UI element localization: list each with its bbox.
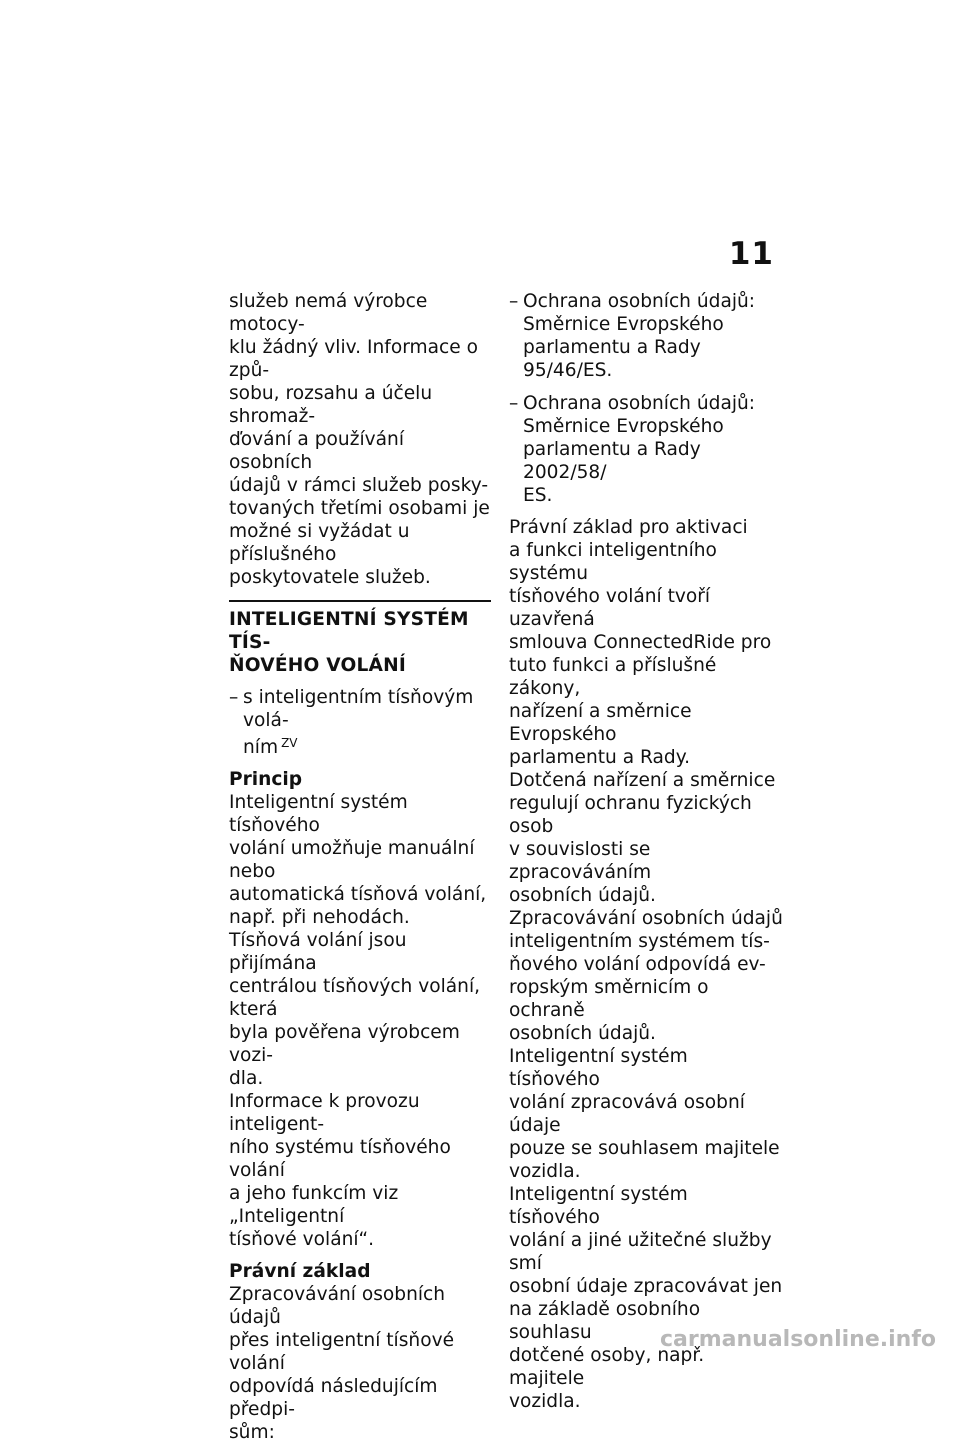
left-column: [229, 290, 491, 1444]
text-line: s inteligentním tísňovým volá-: [243, 687, 474, 731]
text-line: sům:: [229, 1422, 275, 1443]
section-divider: [229, 600, 491, 602]
text-line: klu žádný vliv. Informace o způ-: [229, 337, 478, 381]
section-title-line: INTELIGENTNÍ SYSTÉM TÍS-: [229, 609, 469, 653]
page-number: 11: [728, 236, 774, 272]
text-line: Právní základ pro aktivaci: [509, 517, 748, 538]
text-line: byla pověřena výrobcem vozi-: [229, 1022, 460, 1066]
text-line: parlamentu a Rady.: [509, 747, 690, 768]
text-line: centrálou tísňových volání, která: [229, 976, 481, 1020]
text-line: Zpracovávání osobních údajů: [229, 1284, 446, 1328]
text-line: osobních údajů.: [509, 885, 656, 906]
text-line: volání umožňuje manuální nebo: [229, 838, 475, 882]
text-line: osobní údaje zpracovávat jen: [509, 1276, 783, 1297]
dash-bullet: –: [509, 291, 519, 312]
right-column: [509, 290, 784, 1413]
text-line: sobu, rozsahu a účelu shromaž-: [229, 383, 433, 427]
text-line: přes inteligentní tísňové volání: [229, 1330, 455, 1374]
section-title-line: ŇOVÉHO VOLÁNÍ: [229, 655, 406, 676]
text-line: vozidla.: [509, 1391, 581, 1412]
text-line: osobních údajů.: [509, 1023, 656, 1044]
text-line: ním: [243, 737, 279, 758]
text-line: odpovídá následujícím předpi-: [229, 1376, 438, 1420]
text-line: v souvislosti se zpracováváním: [509, 839, 652, 883]
text-line: poskytovatele služeb.: [229, 567, 431, 588]
text-line: Inteligentní systém tísňového: [509, 1184, 688, 1228]
text-line: např. při nehodách.: [229, 907, 410, 928]
text-line: parlamentu a Rady 95/46/ES.: [523, 337, 701, 381]
principle-heading: Princip: [229, 769, 303, 790]
text-line: vozidla.: [509, 1161, 581, 1182]
text-line: pouze se souhlasem majitele: [509, 1138, 780, 1159]
text-line: a funkci inteligentního systému: [509, 540, 717, 584]
text-line: tovaných třetími osobami je: [229, 498, 490, 519]
directive-item: [509, 392, 784, 507]
text-line: inteligentním systémem tís-: [509, 931, 770, 952]
principle-paragraph: [229, 791, 491, 1251]
section-title: [229, 608, 491, 677]
text-line: ES.: [523, 485, 553, 506]
text-line: Ochrana osobních údajů:: [523, 393, 756, 414]
text-line: tísňové volání“.: [229, 1229, 375, 1250]
availability-item: [229, 686, 491, 759]
text-line: automatická tísňová volání,: [229, 884, 487, 905]
text-line: Zpracovávání osobních údajů: [509, 908, 783, 929]
text-line: služeb nemá výrobce motocy-: [229, 291, 428, 335]
text-line: ňového volání odpovídá ev-: [509, 954, 766, 975]
text-line: Dotčená nařízení a směrnice: [509, 770, 776, 791]
text-line: ďování a používání osobních: [229, 429, 404, 473]
text-line: regulují ochranu fyzických osob: [509, 793, 752, 837]
text-line: Směrnice Evropského: [523, 314, 724, 335]
text-line: a jeho funkcím viz „Inteligentní: [229, 1183, 399, 1227]
text-line: tísňového volání tvoří uzavřená: [509, 586, 711, 630]
dash-bullet: –: [229, 687, 239, 708]
text-line: na základě osobního souhlasu: [509, 1299, 701, 1343]
text-line: Směrnice Evropského: [523, 416, 724, 437]
text-line: [243, 732, 491, 759]
intro-paragraph: [229, 290, 491, 589]
legal-basis-paragraph: [509, 516, 784, 1413]
text-line: volání a jiné užitečné služby smí: [509, 1230, 772, 1274]
text-line: Inteligentní systém tísňového: [509, 1046, 688, 1090]
text-line: údajů v rámci služeb posky-: [229, 475, 489, 496]
text-line: Inteligentní systém tísňového: [229, 792, 408, 836]
text-line: Tísňová volání jsou přijímána: [229, 930, 407, 974]
text-line: nařízení a směrnice Evropského: [509, 701, 692, 745]
text-line: volání zpracovává osobní údaje: [509, 1092, 745, 1136]
text-line: dla.: [229, 1068, 264, 1089]
dash-bullet: –: [509, 393, 519, 414]
directive-item: [509, 290, 784, 382]
text-line: možné si vyžádat u příslušného: [229, 521, 410, 565]
text-line: Ochrana osobních údajů:: [523, 291, 756, 312]
text-line: parlamentu a Rady 2002/58/: [523, 439, 701, 483]
watermark-link[interactable]: carmanualsonline.info: [660, 1327, 936, 1352]
text-line: ropským směrnicím o ochraně: [509, 977, 709, 1021]
text-line: smlouva ConnectedRide pro: [509, 632, 772, 653]
text-line: ního systému tísňového volání: [229, 1137, 451, 1181]
legal-heading: Právní základ: [229, 1261, 371, 1282]
text-line: dotčené osoby, např. majitele: [509, 1345, 705, 1389]
text-line: tuto funkci a příslušné zákony,: [509, 655, 717, 699]
equipment-superscript: ZV: [281, 736, 298, 750]
legal-paragraph: [229, 1283, 491, 1444]
text-line: Informace k provozu inteligent-: [229, 1091, 420, 1135]
